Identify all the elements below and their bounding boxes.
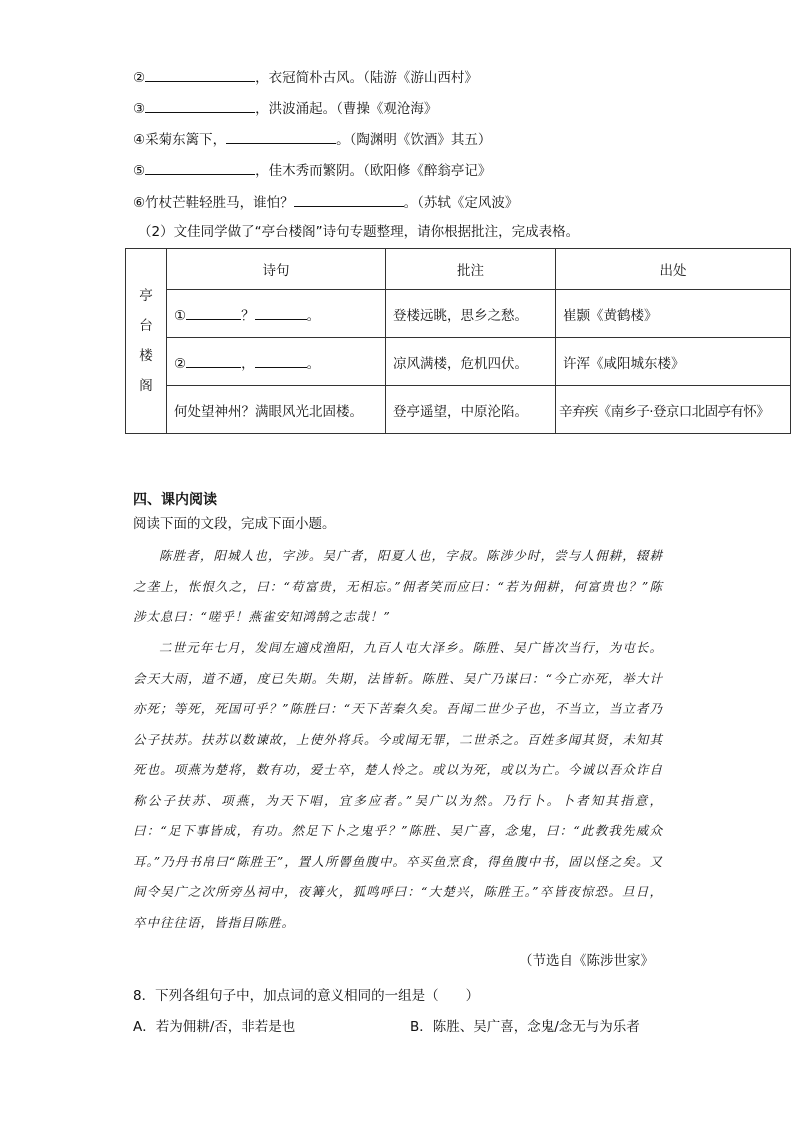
answer-blank[interactable] bbox=[145, 66, 255, 82]
fill-line-5: ⑤ ，佳木秀而繁阴。（欧阳修《醉翁亭记》 bbox=[133, 159, 491, 181]
table-intro: （2）文佳同学做了“亭台楼阁”诗句专题整理，请你根据批注，完成表格。 bbox=[138, 224, 580, 240]
fill-line-3: ③ ，洪波涌起。（曹操《观沧海》 bbox=[133, 97, 437, 119]
question-stem: 8．下列各组句子中，加点词的意义相同的一组是（ ） bbox=[133, 988, 480, 1004]
option-a[interactable]: A．若为佣耕/否，非若是也 bbox=[133, 1019, 296, 1035]
table-header-row bbox=[126, 249, 791, 290]
source-cell: 崔颢《黄鹤楼》 bbox=[556, 290, 791, 338]
poem-cell: ② ， 。 bbox=[167, 338, 386, 386]
answer-blank[interactable] bbox=[294, 191, 404, 207]
table-row bbox=[126, 290, 791, 338]
answer-blank[interactable] bbox=[145, 97, 255, 113]
fill-line-6: ⑥竹杖芒鞋轻胜马，谁怕？ 。（苏轼《定风波》 bbox=[133, 191, 518, 213]
poem-table bbox=[125, 248, 791, 434]
table-row bbox=[126, 386, 791, 434]
section-instruction: 阅读下面的文段，完成下面小题。 bbox=[133, 516, 336, 532]
answer-blank[interactable] bbox=[255, 352, 307, 368]
fill-line-4: ④采菊东篱下， 。（陶渊明《饮酒》其五） bbox=[133, 128, 491, 150]
poem-cell: 何处望神州？满眼风光北固楼。 bbox=[167, 386, 386, 434]
fill-line-2: ② ，衣冠简朴古风。（陆游《游山西村》 bbox=[133, 66, 478, 88]
answer-blank[interactable] bbox=[145, 159, 255, 175]
note-cell: 登楼远眺，思乡之愁。 bbox=[386, 290, 556, 338]
passage-source: （节选自《陈涉世家》 bbox=[519, 953, 654, 969]
answer-blank[interactable] bbox=[226, 128, 336, 144]
poem-cell: ① ？ 。 bbox=[167, 290, 386, 338]
option-b[interactable]: B．陈胜、吴广喜，念鬼/念无与为乐者 bbox=[410, 1019, 640, 1035]
header-poem: 诗句 bbox=[167, 249, 386, 290]
header-note: 批注 bbox=[386, 249, 556, 290]
source-cell: 许浑《咸阳城东楼》 bbox=[556, 338, 791, 386]
passage-paragraph-1: 陈胜者，阳城人也，字涉。吴广者，阳夏人也，字叔。陈涉少时，尝与人佣耕，辍耕之垄上，怅恨久之，曰：“苟富贵，无相忘。”佣者笑而应曰：“若为佣耕，何富贵也？”陈涉太息曰：“嗟乎！燕雀安知鸿鹄之志哉！” bbox=[133, 548, 663, 624]
header-source: 出处 bbox=[556, 249, 791, 290]
side-label: 亭 台 楼 阁 bbox=[126, 249, 167, 434]
answer-blank[interactable] bbox=[186, 304, 241, 320]
passage-paragraph-2: 二世元年七月，发闾左適戍渔阳，九百人屯大泽乡。陈胜、吴广皆次当行，为屯长。会天大雨，道不通，度已失期。失期，法皆斩。陈胜、吴广乃谋曰：“今亡亦死，举大计亦死；等死，死国可乎？”陈胜曰：“天下苦秦久矣。吾闻二世少子也，不当立，当立者乃公子扶苏。扶苏以数谏故，上使外将兵。今或闻无罪，二世杀之。百姓多闻其贤，未知其死也。项燕为楚将，数有功，爱士卒，楚人怜之。或以为死，或以为亡。今诚以吾众诈自称公子扶苏、项燕，为天下唱，宜多应者。”吴广以为然。乃行卜。卜者知其指意，曰：“足下事皆成，有功。然足下卜之鬼乎？”陈胜、吴广喜，念鬼，曰：“此教我先威众耳。”乃丹书帛曰“陈胜王”，置人所罾鱼腹中。卒买鱼烹食，得鱼腹中书，固以怪之矣。又间令吴广之次所旁丛祠中，夜篝火，狐鸣呼曰：“大楚兴，陈胜王。”卒皆夜惊恐。旦日，卒中往往语，皆指目陈胜。 bbox=[133, 640, 663, 930]
answer-blank[interactable] bbox=[255, 304, 307, 320]
answer-blank[interactable] bbox=[186, 352, 241, 368]
table-row bbox=[126, 338, 791, 386]
source-cell: 辛弃疾《南乡子·登京口北固亭有怀》 bbox=[556, 386, 791, 434]
note-cell: 登亭遥望，中原沦陷。 bbox=[386, 386, 556, 434]
section-title: 四、课内阅读 bbox=[133, 492, 217, 508]
note-cell: 凉风满楼，危机四伏。 bbox=[386, 338, 556, 386]
